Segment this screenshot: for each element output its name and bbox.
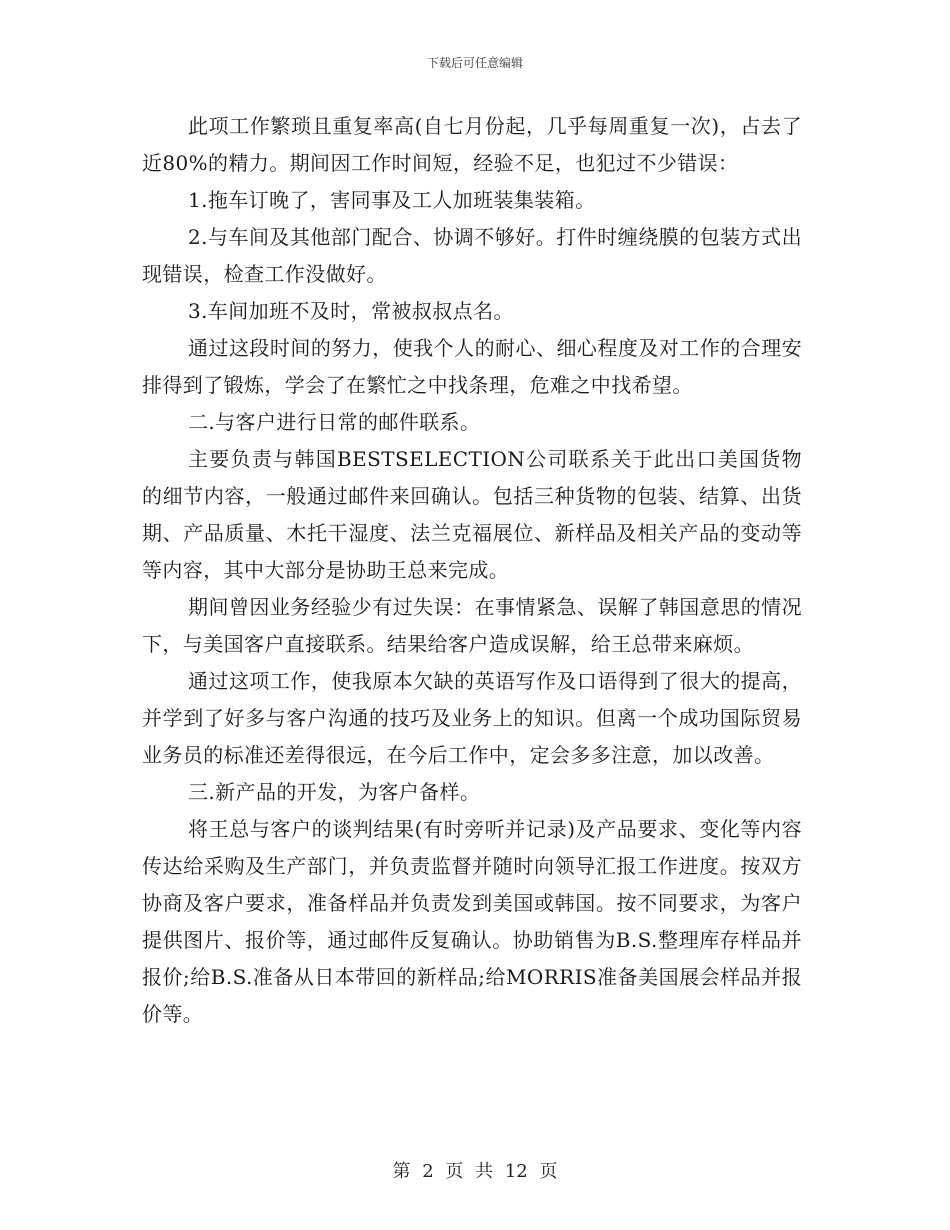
list-item: 2.与车间及其他部门配合、协调不够好。打件时缠绕膜的包装方式出现错误，检查工作没做好。	[142, 225, 802, 286]
paragraph: 期间曾因业务经验少有过失误：在事情紧急、误解了韩国意思的情况下，与美国客户直接联系。结果给客户造成误解，给王总带来麻烦。	[142, 595, 802, 656]
page-header: 下载后可任意编辑	[426, 56, 523, 70]
list-item: 3.车间加班不及时，常被叔叔点名。	[188, 299, 514, 323]
section-heading: 二.与客户进行日常的邮件联系。	[188, 410, 481, 434]
section-heading: 三.新产品的开发，为客户备样。	[188, 780, 481, 804]
paragraph: 主要负责与韩国BESTSELECTION公司联系关于此出口美国货物的细节内容，一般通过邮件来回确认。包括三种货物的包装、结算、出货期、产品质量、木托干湿度、法兰克福展位、新样品及相关产品的变动等等内容，其中大部分是协助王总来完成。	[142, 447, 802, 582]
paragraph: 通过这项工作，使我原本欠缺的英语写作及口语得到了很大的提高，并学到了好多与客户沟通的技巧及业务上的知识。但离一个成功国际贸易业务员的标准还差得很远，在今后工作中，定会多多注意，加以改善。	[142, 669, 802, 767]
paragraph: 通过这段时间的努力，使我个人的耐心、细心程度及对工作的合理安排得到了锻炼，学会了在繁忙之中找条理，危难之中找希望。	[142, 336, 802, 397]
list-item: 1.拖车订晚了，害同事及工人加班装集装箱。	[188, 188, 596, 212]
paragraph: 将王总与客户的谈判结果(有时旁听并记录)及产品要求、变化等内容传达给采购及生产部门，并负责监督并随时向领导汇报工作进度。按双方协商及客户要求，准备样品并负责发到美国或韩国。按不同要求，为客户提供图片、报价等，通过邮件反复确认。协助销售为B.S.整理库存样品并报价;给B.S.准备从日本带回的新样品;给MORRIS准备美国展会样品并报价等。	[142, 817, 802, 1026]
document-body	[142, 108, 802, 1033]
page-footer: 第 2 页 共 12 页	[392, 1161, 558, 1182]
paragraph: 此项工作繁琐且重复率高(自七月份起，几乎每周重复一次)，占去了近80%的精力。期间因工作时间短，经验不足，也犯过不少错误：	[142, 114, 802, 175]
